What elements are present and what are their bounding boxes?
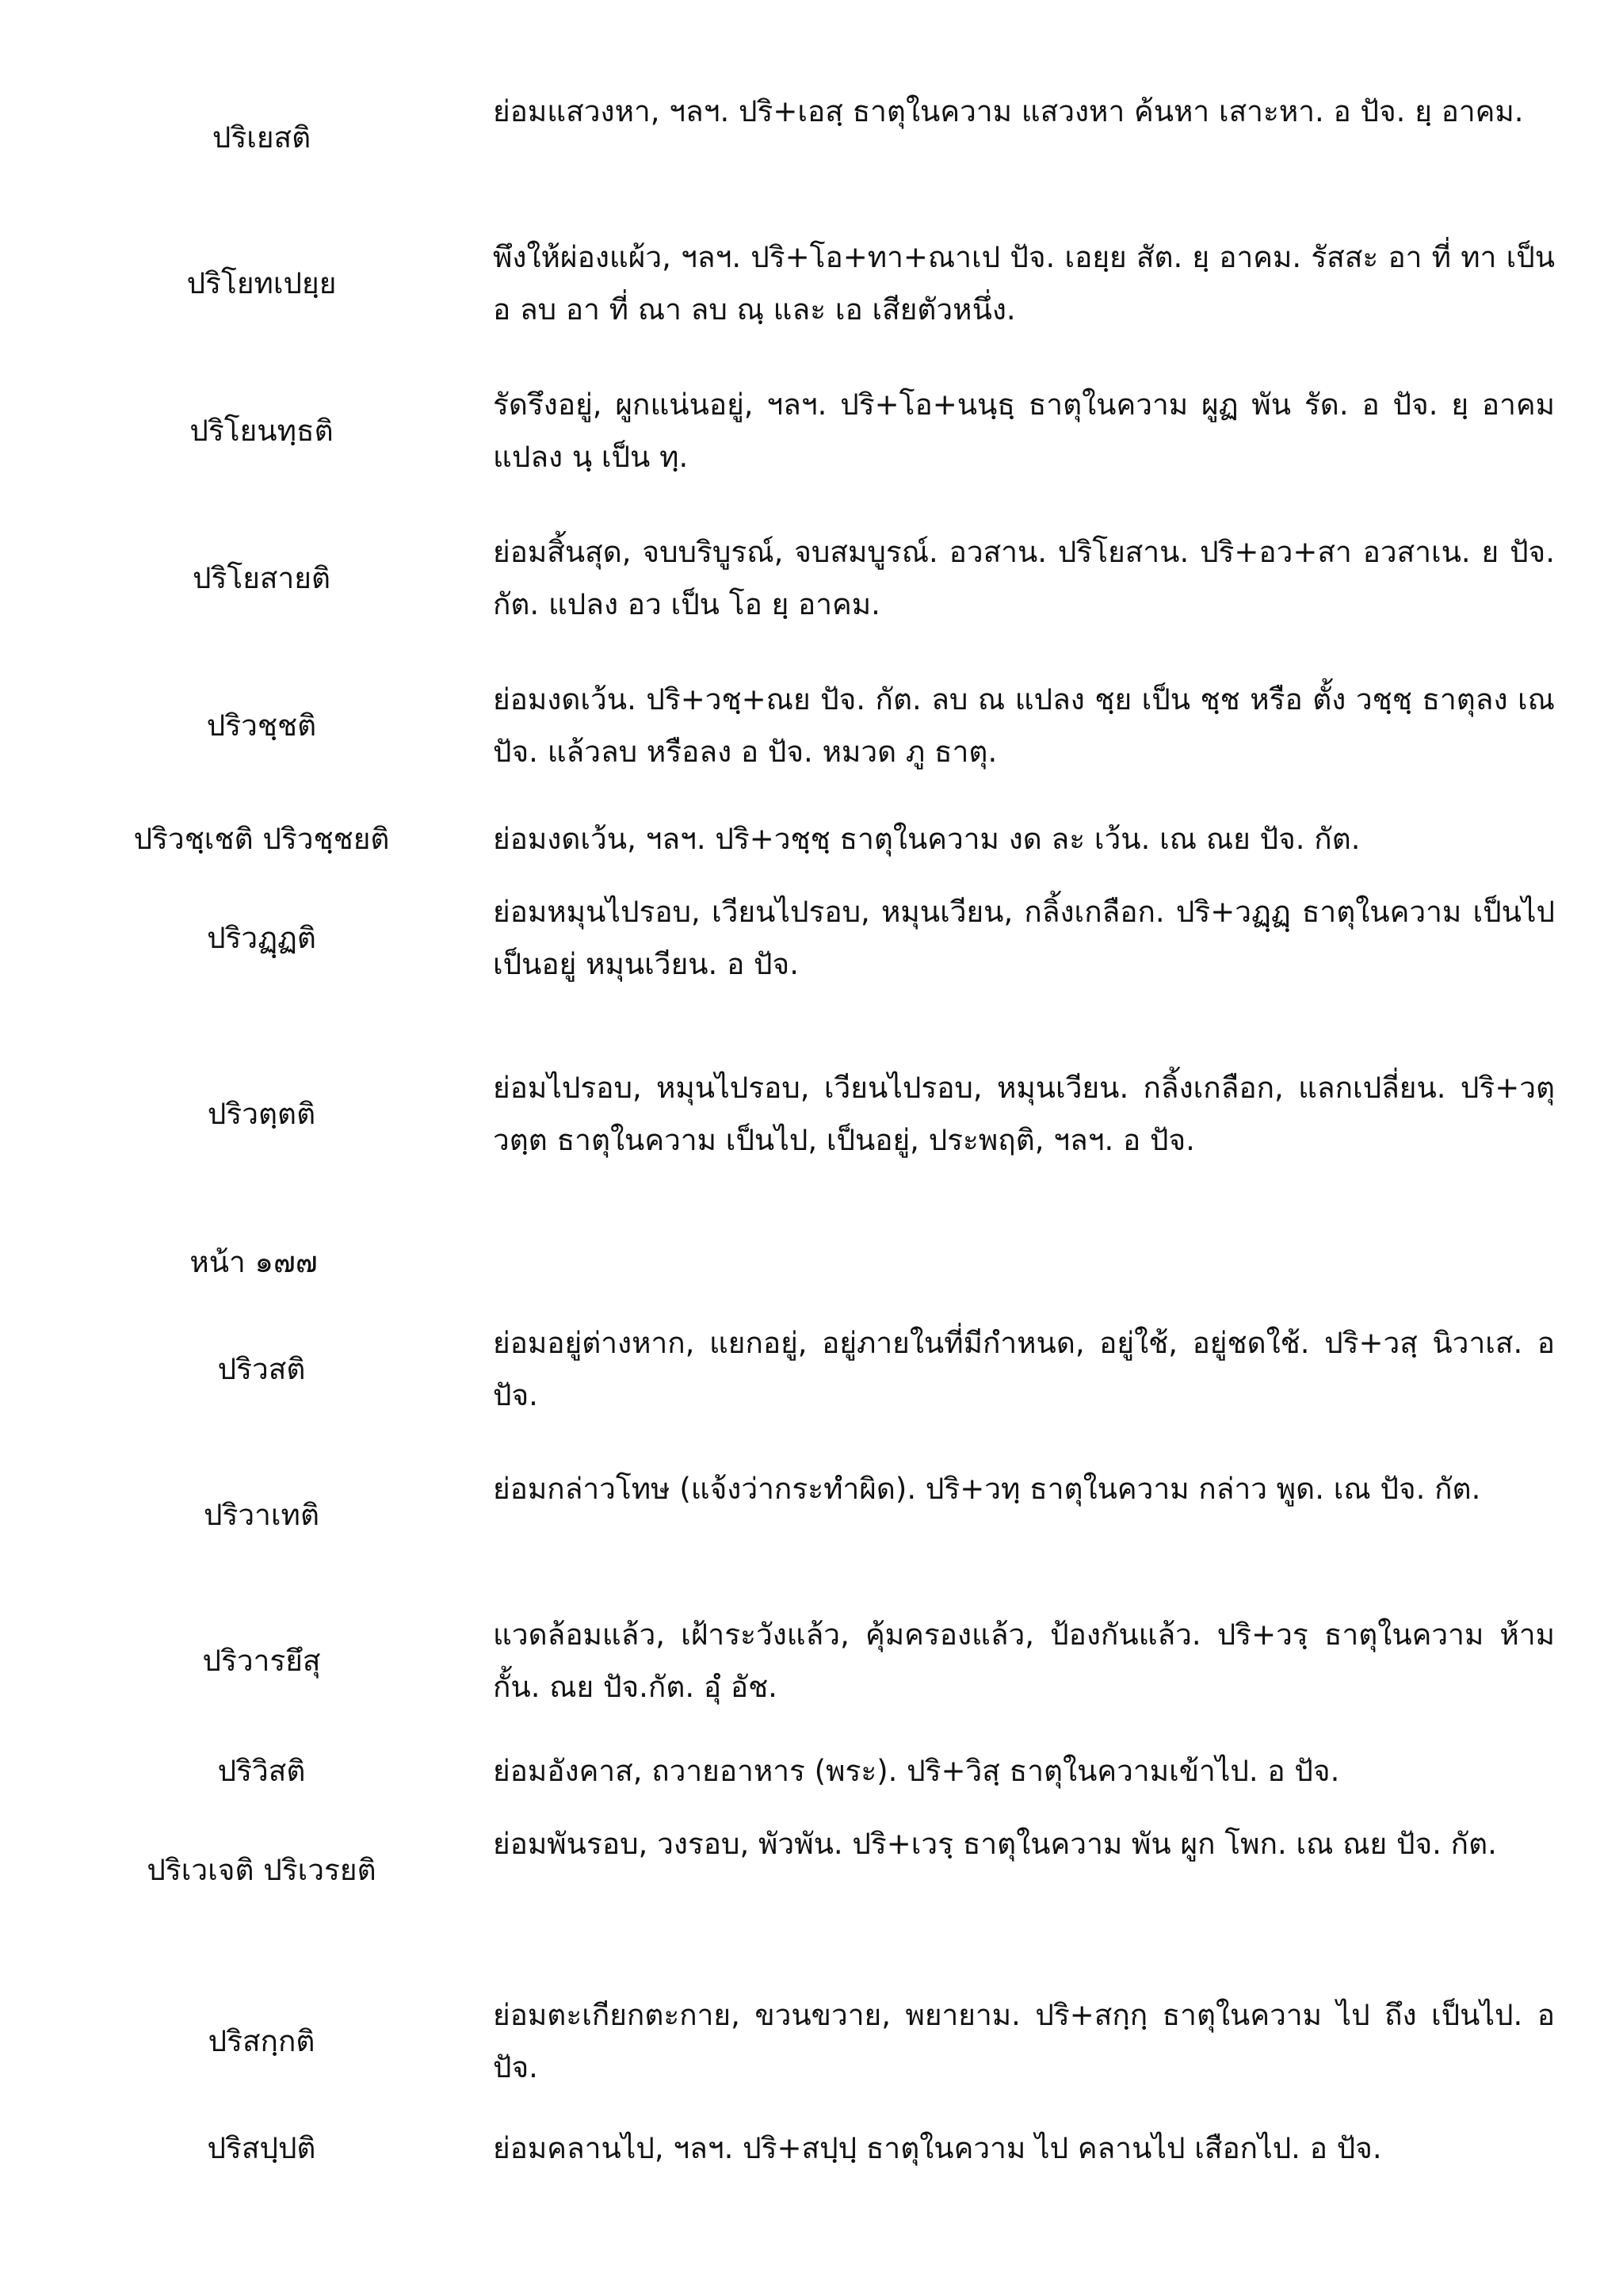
entry-definition: ย่อมไปรอบ, หมุนไปรอบ, เวียนไปรอบ, หมุนเวียน. กลิ้งเกลือก, แลกเปลี่ยน. ปริ+วตุ วตฺต ธาตุในความ เป็นไป, เป็นอยู่, ประพฤติ, ฯลฯ. อ ปัจ.	[493, 1071, 1555, 1157]
entry-term: ปริโยทเปยฺย	[186, 266, 337, 300]
entry-definition: ย่อมหมุนไปรอบ, เวียนไปรอบ, หมุนเวียน, กลิ้งเกลือก. ปริ+วฏฺฏฺ ธาตุในความ เป็นไป เป็นอยู่ หมุนเวียน. อ ปัจ.	[493, 895, 1555, 981]
entry-definition: แวดล้อมแล้ว, เฝ้าระวังแล้ว, คุ้มครองแล้ว, ป้องกันแล้ว. ปริ+วรฺ ธาตุในความ ห้าม กั้น. ณย ปัจ.กัต. อุํ อัช.	[493, 1618, 1555, 1704]
entry-term: ปริวตฺตติ	[207, 1096, 316, 1131]
entry-term: ปริวารยึสุ	[202, 1643, 321, 1678]
entry-definition: พึงให้ผ่องแผ้ว, ฯลฯ. ปริ+โอ+ทา+ณาเป ปัจ. เอยฺย สัต. ยฺ อาคม. รัสสะ อา ที่ ทา เป็น อ ลบ อา ที่ ณา ลบ ณฺ และ เอ เสียตัวหนึ่ง.	[493, 240, 1555, 327]
entry-term: ปริวิสติ	[217, 1753, 306, 1788]
entry-term: ปริโยสายติ	[193, 560, 330, 595]
entry-definition: ย่อมงดเว้น, ฯลฯ. ปริ+วชฺชฺ ธาตุในความ งด ละ เว้น. เณ ณย ปัจ. กัต.	[493, 822, 1361, 856]
entry-term: ปริสปฺปติ	[207, 2130, 316, 2165]
entry-definition: ย่อมตะเกียกตะกาย, ขวนขวาย, พยายาม. ปริ+สกฺกฺ ธาตุในความ ไป ถึง เป็นไป. อ ปัจ.	[493, 1998, 1555, 2084]
entry-term: ปริโยนทฺธติ	[189, 413, 334, 448]
entry-definition: ย่อมพันรอบ, วงรอบ, พัวพัน. ปริ+เวรฺ ธาตุในความ พัน ผูก โพก. เณ ณย ปัจ. กัต.	[493, 1827, 1497, 1861]
entry-term: ปริวสติ	[217, 1351, 306, 1386]
entry-term: ปริเวเจติ ปริเวรยติ	[147, 1852, 376, 1887]
entry-definition: ย่อมแสวงหา, ฯลฯ. ปริ+เอสฺ ธาตุในความ แสวงหา ค้นหา เสาะหา. อ ปัจ. ยฺ อาคม.	[493, 94, 1524, 128]
entry-term: ปริวาเทติ	[204, 1497, 319, 1532]
entry-definition: ย่อมสิ้นสุด, จบบริบูรณ์, จบสมบูรณ์. อวสาน. ปริโยสาน. ปริ+อว+สา อวสาเน. ย ปัจ. กัต. แปลง อว เป็น โอ ยฺ อาคม.	[493, 535, 1555, 621]
entry-definition: รัดรึงอยู่, ผูกแน่นอยู่, ฯลฯ. ปริ+โอ+นนฺธฺ ธาตุในความ ผูฏ พัน รัด. อ ปัจ. ยฺ อาคม แปลง นฺ เป็น ทฺ.	[493, 388, 1555, 474]
entry-definition: ย่อมคลานไป, ฯลฯ. ปริ+สปฺปฺ ธาตุในความ ไป คลานไป เสือกไป. อ ปัจ.	[493, 2131, 1382, 2165]
entry-definition: ย่อมอยู่ต่างหาก, แยกอยู่, อยู่ภายในที่มีกำหนด, อยู่ใช้, อยู่ชดใช้. ปริ+วสฺ นิวาเส. อ ปัจ.	[493, 1326, 1555, 1412]
page-number-label: หน้า ๑๗๗	[189, 1245, 318, 1279]
entry-definition: ย่อมอังคาส, ถวายอาหาร (พระ). ปริ+วิสฺ ธาตุในความเข้าไป. อ ปัจ.	[493, 1754, 1340, 1788]
entry-definition: ย่อมกล่าวโทษ (แจ้งว่ากระทำผิด). ปริ+วทฺ ธาตุในความ กล่าว พูด. เณ ปัจ. กัต.	[493, 1472, 1481, 1506]
entry-term: ปริวชฺเชติ ปริวชฺชยติ	[133, 821, 390, 856]
entry-definition: ย่อมงดเว้น. ปริ+วชฺ+ณย ปัจ. กัต. ลบ ณ แปลง ชฺย เป็น ชฺช หรือ ตั้ง วชฺชฺ ธาตุลง เณ ปัจ. แล้วลบ หรือลง อ ปัจ. หมวด ภู ธาตุ.	[493, 682, 1555, 769]
entry-term: ปริสกฺกติ	[208, 2023, 315, 2058]
entry-term: ปริวชฺชติ	[206, 708, 317, 743]
entry-term: ปริวฏฺฏติ	[207, 920, 316, 955]
entry-term: ปริเยสติ	[212, 120, 311, 155]
